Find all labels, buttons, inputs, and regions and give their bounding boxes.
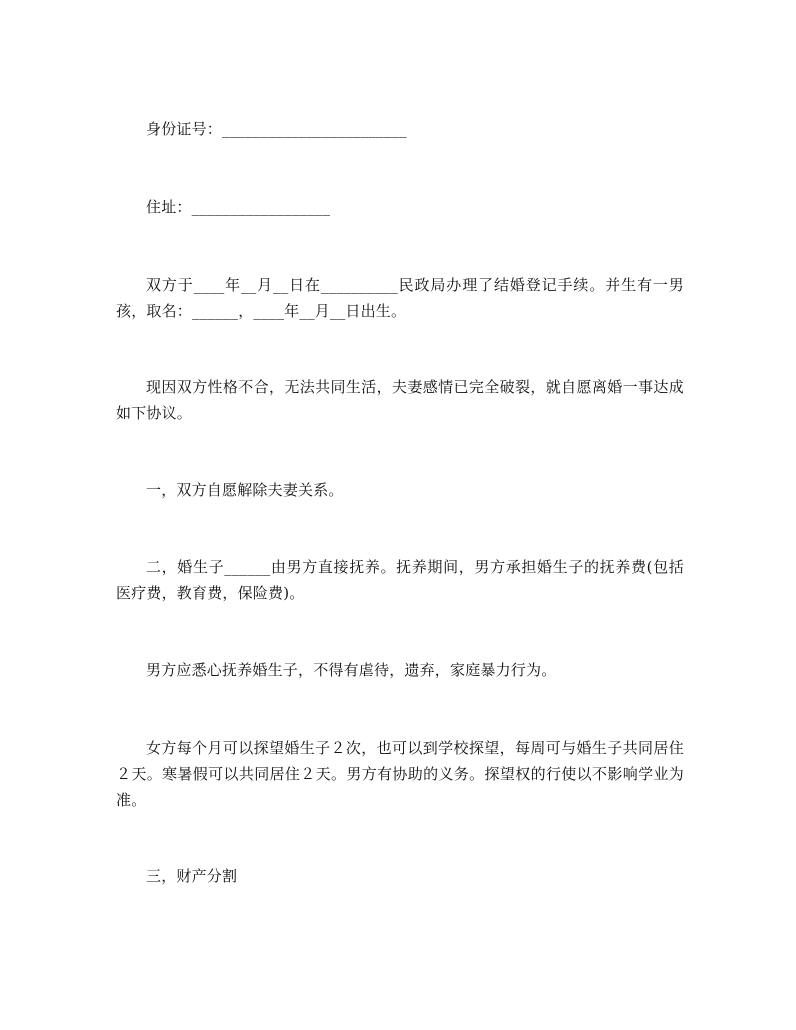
address-line: 住址：__________________ [146,198,331,216]
clause-two: 二，婚生子______由男方直接抚养。抚养期间，男方承担婚生子的抚养费(包括医疗费，教育费，保险费)。 [116,558,684,602]
clause-one: 一，双方自愿解除夫妻关系。 [146,481,344,499]
marriage-registration-paragraph: 双方于____年__月__日在__________民政局办理了结婚登记手续。并生有一男孩，取名：______，____年__月__日出生。 [116,276,684,320]
father-duty-paragraph: 男方应悉心抚养婚生子，不得有虐待，遗弃，家庭暴力行为。 [146,661,557,679]
visitation-paragraph: 女方每个月可以探望婚生子２次，也可以到学校探望，每周可与婚生子共同居住２天。寒暑假可以共同居住２天。男方有协助的义务。探望权的行使以不影响学业为准。 [116,739,684,809]
clause-three-heading: 三，财产分割 [146,867,238,885]
id-number-line: 身份证号：________________________ [146,120,407,138]
reason-paragraph: 现因双方性格不合，无法共同生活，夫妻感情已完全破裂，就自愿离婚一事达成如下协议。 [116,378,684,422]
